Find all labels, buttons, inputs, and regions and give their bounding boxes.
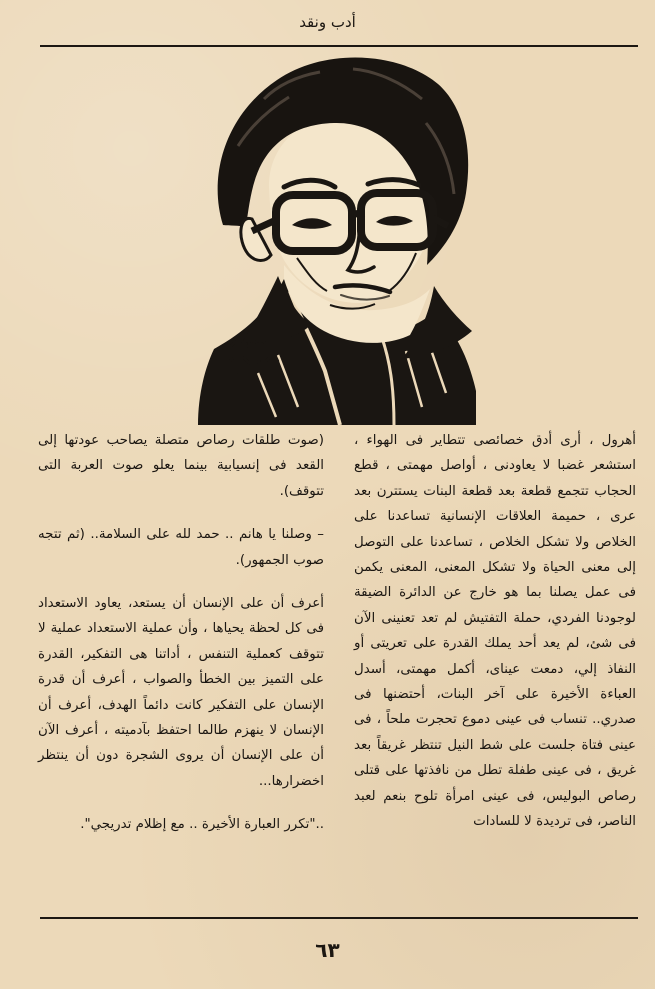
right-column-text: أهرول ، أرى أدق خصائصى تتطاير فى الهواء ، استشعر غضبا لا يعاودنى ، أواصل مهمتى ، قطع الحجاب تتجمع قطعة بعد قطعة البنات يستترن بعد عرى ، حميمة العلاقات الإنسانية تساعدنا على الخلاص ولا تشكل الخلاص ، تساعدنا على التوصل إلى معنى الحياة ولا تشكل المعنى، المعنى يكمن فى عمل يصلنا بما هو خارج عن الدائرة الضيقة لوجودنا الفردي، حملة التفتيش لم تعد تعنينى الآن فى شئ، لم يعد أحد يملك القدرة على تعريتى أو النفاذ إلي، دمعت عيناى، أكمل مهمتى، أسدل العباءة الأخيرة على آخر البنات، أحتضنها فى صدري.. تنساب فى عينى دموع تحجرت ملحاً ، فى عينى فتاة جلست على شط النيل تنتظر غريقاً بعد غريق ، فى عينى طفلة تطل من نافذتها على قتلى رصاص البوليس، فى عينى امرأة تلوح بنعم لعبد الناصر، فى ترديدة لا للسادات <box>354 433 636 830</box>
closing-paragraph: .."تكرر العبارة الأخيرة .. مع إظلام تدريجي". <box>80 817 324 833</box>
monologue-paragraph: أعرف أن على الإنسان أن يستعد، يعاود الاستعداد فى كل لحظة يحياها ، وأن عملية الاستعداد عملية لا تتوقف كعملية التنفس ، أداتنا هى التفكير، القدرة على التميز بين الخطأ والصواب ، أعرف أن قدرة الإنسان على التفكير كانت دائماً الهدف، أعرف أن الإنسان لا ينهزم طالما احتفظ بآدميته ، أعرف الآن أن على الإنسان أن يروى الشجرة دون أن ينتظر اخضرارها... <box>38 596 324 789</box>
dialogue-paragraph: – وصلنا يا هانم .. حمد لله على السلامة.. (ثم تتجه صوب الجمهور). <box>38 527 324 568</box>
section-header: أدب ونقد <box>299 13 356 31</box>
page-number: ٦٣ <box>315 938 340 962</box>
article-left-column <box>38 428 324 838</box>
top-rule <box>40 45 638 47</box>
article-right-column <box>354 428 636 835</box>
portrait-illustration <box>180 55 480 425</box>
stage-direction-paragraph: (صوت طلقات رصاص متصلة يصاحب عودتها إلى القعد فى إنسيابية بينما يعلو صوت العربة التى تتوقف). <box>38 433 324 499</box>
bottom-rule <box>40 917 638 919</box>
